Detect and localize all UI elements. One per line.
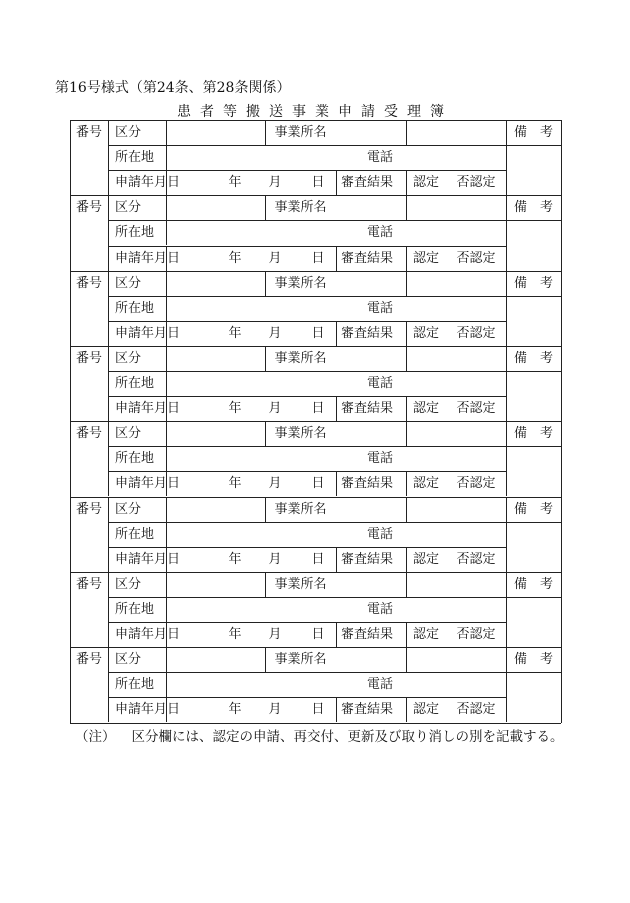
grid-line xyxy=(108,497,109,572)
day-label: 日 xyxy=(311,627,325,642)
grid-line xyxy=(166,672,167,697)
not-approved-label: 否認定 xyxy=(456,175,496,191)
grid-line xyxy=(108,647,109,722)
review-result-label: 審査結果 xyxy=(341,476,394,492)
address-label: 所在地 xyxy=(115,526,155,542)
number-label: 番号 xyxy=(75,125,103,140)
grid-line xyxy=(506,647,507,722)
grid-line xyxy=(406,246,407,271)
grid-line xyxy=(108,170,506,171)
day-label: 日 xyxy=(311,476,325,492)
year-label: 年 xyxy=(228,175,242,191)
application-register-table xyxy=(70,120,561,723)
grid-line xyxy=(506,572,507,647)
grid-line xyxy=(506,271,507,346)
grid-line xyxy=(406,647,407,672)
grid-line xyxy=(336,246,337,271)
grid-line xyxy=(166,597,167,622)
month-label: 月 xyxy=(268,175,282,191)
grid-line xyxy=(506,522,561,523)
grid-line xyxy=(265,346,266,371)
address-label: 所在地 xyxy=(115,225,155,241)
grid-line xyxy=(336,321,337,346)
grid-line xyxy=(506,296,561,297)
grid-line xyxy=(108,421,109,496)
approved-label: 認定 xyxy=(412,401,440,417)
document-title: 患者等搬送事業申請受理簿 xyxy=(177,104,453,120)
grid-line xyxy=(70,497,561,498)
month-label: 月 xyxy=(268,401,282,417)
grid-line xyxy=(166,346,167,371)
review-result-label: 審査結果 xyxy=(341,250,394,266)
grid-line xyxy=(108,572,109,647)
month-label: 月 xyxy=(268,551,282,567)
grid-line xyxy=(108,547,506,548)
grid-line xyxy=(166,647,167,672)
grid-line xyxy=(108,697,506,698)
grid-line xyxy=(406,396,407,421)
grid-line xyxy=(406,421,407,446)
day-label: 日 xyxy=(311,401,325,417)
grid-line xyxy=(108,371,506,372)
year-label: 年 xyxy=(228,401,242,417)
phone-label: 電話 xyxy=(366,451,394,467)
grid-line xyxy=(70,647,561,648)
category-label: 区分 xyxy=(115,576,142,592)
category-label: 区分 xyxy=(115,501,142,517)
month-label: 月 xyxy=(268,702,282,718)
year-label: 年 xyxy=(228,250,242,266)
not-approved-label: 否認定 xyxy=(456,627,496,642)
grid-line xyxy=(166,195,167,220)
day-label: 日 xyxy=(311,702,325,718)
business-name-label: 事業所名 xyxy=(274,652,327,668)
day-label: 日 xyxy=(311,175,325,191)
grid-line xyxy=(70,572,561,573)
day-label: 日 xyxy=(311,551,325,567)
business-name-label: 事業所名 xyxy=(274,576,327,592)
grid-line xyxy=(108,271,109,346)
month-label: 月 xyxy=(268,476,282,492)
grid-line xyxy=(406,321,407,346)
year-label: 年 xyxy=(228,325,242,341)
category-label: 区分 xyxy=(115,200,142,216)
grid-line xyxy=(265,195,266,220)
grid-line xyxy=(265,271,266,296)
phone-label: 電話 xyxy=(366,376,394,391)
phone-label: 電話 xyxy=(366,601,394,617)
grid-line xyxy=(265,647,266,672)
remarks-label: 備 考 xyxy=(513,426,554,442)
grid-line xyxy=(166,446,167,471)
approved-label: 認定 xyxy=(412,175,440,191)
grid-line xyxy=(265,421,266,446)
not-approved-label: 否認定 xyxy=(456,476,496,492)
phone-label: 電話 xyxy=(366,677,394,693)
grid-line xyxy=(108,120,109,195)
not-approved-label: 否認定 xyxy=(456,551,496,567)
address-label: 所在地 xyxy=(115,150,155,166)
business-name-label: 事業所名 xyxy=(274,125,327,140)
business-name-label: 事業所名 xyxy=(274,501,327,517)
not-approved-label: 否認定 xyxy=(456,325,496,341)
grid-line xyxy=(506,597,561,598)
business-name-label: 事業所名 xyxy=(274,200,327,216)
grid-line xyxy=(108,471,506,472)
grid-line xyxy=(336,396,337,421)
grid-line xyxy=(406,471,407,496)
number-label: 番号 xyxy=(75,576,103,592)
grid-line xyxy=(506,120,507,195)
not-approved-label: 否認定 xyxy=(456,401,496,417)
grid-line xyxy=(506,346,507,421)
number-label: 番号 xyxy=(75,275,103,291)
phone-label: 電話 xyxy=(366,300,394,316)
phone-label: 電話 xyxy=(366,526,394,542)
review-result-label: 審査結果 xyxy=(341,627,394,642)
grid-line xyxy=(506,371,561,372)
grid-line xyxy=(506,497,507,572)
address-label: 所在地 xyxy=(115,376,155,391)
grid-line xyxy=(108,321,506,322)
month-label: 月 xyxy=(268,250,282,266)
month-label: 月 xyxy=(268,627,282,642)
category-label: 区分 xyxy=(115,652,142,668)
grid-line xyxy=(336,622,337,647)
application-date-label: 申請年月日 xyxy=(115,401,181,417)
remarks-label: 備 考 xyxy=(513,652,554,668)
application-date-label: 申請年月日 xyxy=(115,702,181,718)
year-label: 年 xyxy=(228,476,242,492)
grid-line xyxy=(506,446,561,447)
approved-label: 認定 xyxy=(412,250,440,266)
grid-line xyxy=(406,497,407,522)
grid-line xyxy=(108,346,109,421)
grid-line xyxy=(70,421,561,422)
business-name-label: 事業所名 xyxy=(274,426,327,442)
grid-line xyxy=(406,195,407,220)
grid-line xyxy=(506,672,561,673)
approved-label: 認定 xyxy=(412,551,440,567)
grid-line xyxy=(108,597,506,598)
grid-line xyxy=(70,120,561,121)
grid-line xyxy=(265,120,266,145)
day-label: 日 xyxy=(311,250,325,266)
review-result-label: 審査結果 xyxy=(341,175,394,191)
number-label: 番号 xyxy=(75,501,103,517)
business-name-label: 事業所名 xyxy=(274,350,327,366)
grid-line xyxy=(406,547,407,572)
address-label: 所在地 xyxy=(115,677,155,693)
grid-line xyxy=(166,120,167,145)
category-label: 区分 xyxy=(115,275,142,291)
review-result-label: 審査結果 xyxy=(341,702,394,718)
grid-line xyxy=(336,170,337,195)
category-label: 区分 xyxy=(115,125,142,140)
grid-line xyxy=(108,246,506,247)
address-label: 所在地 xyxy=(115,300,155,316)
grid-line xyxy=(108,296,506,297)
grid-line xyxy=(166,421,167,446)
day-label: 日 xyxy=(311,325,325,341)
grid-line xyxy=(108,446,506,447)
grid-line xyxy=(166,522,167,547)
month-label: 月 xyxy=(268,325,282,341)
approved-label: 認定 xyxy=(412,476,440,492)
grid-line xyxy=(166,371,167,396)
grid-line xyxy=(108,672,506,673)
grid-line xyxy=(70,723,561,724)
phone-label: 電話 xyxy=(366,225,394,241)
grid-line xyxy=(506,421,507,496)
grid-line xyxy=(265,497,266,522)
year-label: 年 xyxy=(228,551,242,567)
address-label: 所在地 xyxy=(115,451,155,467)
not-approved-label: 否認定 xyxy=(456,702,496,718)
number-label: 番号 xyxy=(75,652,103,668)
remarks-label: 備 考 xyxy=(513,275,554,291)
phone-label: 電話 xyxy=(366,150,394,166)
grid-line xyxy=(406,572,407,597)
grid-line xyxy=(406,170,407,195)
remarks-label: 備 考 xyxy=(513,501,554,517)
review-result-label: 審査結果 xyxy=(341,401,394,417)
remarks-label: 備 考 xyxy=(513,350,554,366)
grid-line xyxy=(166,572,167,597)
grid-line xyxy=(506,145,561,146)
grid-line xyxy=(406,697,407,722)
application-date-label: 申請年月日 xyxy=(115,175,181,191)
category-label: 区分 xyxy=(115,350,142,366)
number-label: 番号 xyxy=(75,350,103,366)
grid-line xyxy=(265,572,266,597)
grid-line xyxy=(506,220,561,221)
year-label: 年 xyxy=(228,627,242,642)
remarks-label: 備 考 xyxy=(513,576,554,592)
grid-line xyxy=(406,271,407,296)
not-approved-label: 否認定 xyxy=(456,250,496,266)
business-name-label: 事業所名 xyxy=(274,275,327,291)
grid-line xyxy=(406,346,407,371)
application-date-label: 申請年月日 xyxy=(115,250,181,266)
grid-line xyxy=(166,271,167,296)
grid-line xyxy=(166,145,167,170)
number-label: 番号 xyxy=(75,200,103,216)
approved-label: 認定 xyxy=(412,627,440,642)
remarks-label: 備 考 xyxy=(513,200,554,216)
grid-line xyxy=(506,195,507,270)
grid-line xyxy=(70,195,561,196)
grid-line xyxy=(166,220,167,245)
grid-line xyxy=(108,145,506,146)
grid-line xyxy=(561,120,562,723)
grid-line xyxy=(166,296,167,321)
approved-label: 認定 xyxy=(412,702,440,718)
grid-line xyxy=(70,346,561,347)
remarks-label: 備 考 xyxy=(513,125,554,140)
grid-line xyxy=(336,471,337,496)
review-result-label: 審査結果 xyxy=(341,551,394,567)
footnote-text: 区分欄には、認定の申請、再交付、更新及び取り消しの別を記載する。 xyxy=(131,729,564,745)
grid-line xyxy=(336,697,337,722)
grid-line xyxy=(406,120,407,145)
category-label: 区分 xyxy=(115,426,142,442)
grid-line xyxy=(108,522,506,523)
footnote xyxy=(75,725,564,745)
grid-line xyxy=(108,195,109,270)
review-result-label: 審査結果 xyxy=(341,325,394,341)
form-number: 第16号様式（第24条、第28条関係） xyxy=(55,80,291,96)
grid-line xyxy=(70,271,561,272)
grid-line xyxy=(336,547,337,572)
address-label: 所在地 xyxy=(115,601,155,617)
application-date-label: 申請年月日 xyxy=(115,551,181,567)
footnote-mark: （注） xyxy=(75,729,116,745)
grid-line xyxy=(108,396,506,397)
application-date-label: 申請年月日 xyxy=(115,627,181,642)
grid-line xyxy=(166,497,167,522)
application-date-label: 申請年月日 xyxy=(115,325,181,341)
grid-line xyxy=(406,622,407,647)
application-date-label: 申請年月日 xyxy=(115,476,181,492)
grid-line xyxy=(108,220,506,221)
number-label: 番号 xyxy=(75,426,103,442)
grid-line xyxy=(108,622,506,623)
year-label: 年 xyxy=(228,702,242,718)
approved-label: 認定 xyxy=(412,325,440,341)
